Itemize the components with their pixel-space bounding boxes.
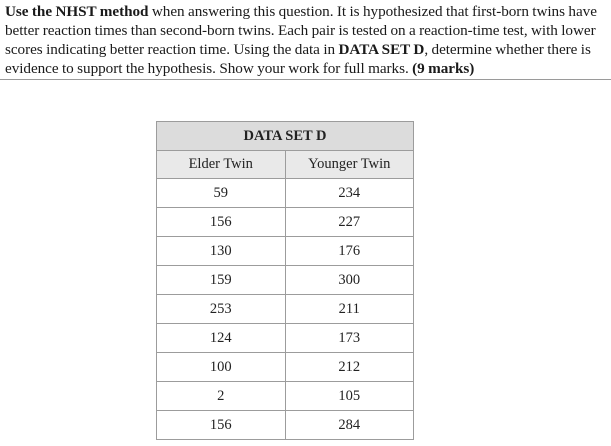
elder-twin-cell: 130 [157,237,286,266]
table-row [157,266,414,295]
elder-twin-cell: 156 [157,411,286,440]
younger-twin-cell: 234 [285,179,414,208]
question-text [5,2,609,78]
question-dataset-bold: DATA SET D [338,41,425,58]
question-text-part1: when answering this question. It is hypothesized that first-born twins have better reaction times than second-born twins. Each pair is tested on a reaction-time test, with lower scores indicating better reaction time. Using the data in [5,3,597,58]
question-text-part2: , determine whether there is evidence to support the hypothesis. Show your work for full marks. [5,41,591,77]
table-title: DATA SET D [157,122,414,151]
younger-twin-cell: 212 [285,353,414,382]
table-title-row [157,122,414,151]
younger-twin-cell: 211 [285,295,414,324]
elder-twin-cell: 156 [157,208,286,237]
divider-line [0,79,611,80]
younger-twin-cell: 176 [285,237,414,266]
younger-twin-cell: 173 [285,324,414,353]
table-row [157,295,414,324]
elder-twin-cell: 100 [157,353,286,382]
younger-twin-cell: 284 [285,411,414,440]
table-row [157,324,414,353]
table-row [157,179,414,208]
table-row [157,208,414,237]
elder-twin-cell: 124 [157,324,286,353]
data-set-table [156,121,414,440]
elder-twin-cell: 159 [157,266,286,295]
elder-twin-cell: 59 [157,179,286,208]
younger-twin-cell: 227 [285,208,414,237]
column-header-elder-twin: Elder Twin [157,151,286,179]
table-row [157,353,414,382]
younger-twin-cell: 105 [285,382,414,411]
younger-twin-cell: 300 [285,266,414,295]
question-marks-bold: (9 marks) [412,60,475,77]
question-lead-bold: Use the NHST method [5,3,149,20]
elder-twin-cell: 253 [157,295,286,324]
table-row [157,237,414,266]
column-header-younger-twin: Younger Twin [285,151,414,179]
elder-twin-cell: 2 [157,382,286,411]
table-row [157,411,414,440]
table-header-row [157,151,414,179]
table-row [157,382,414,411]
